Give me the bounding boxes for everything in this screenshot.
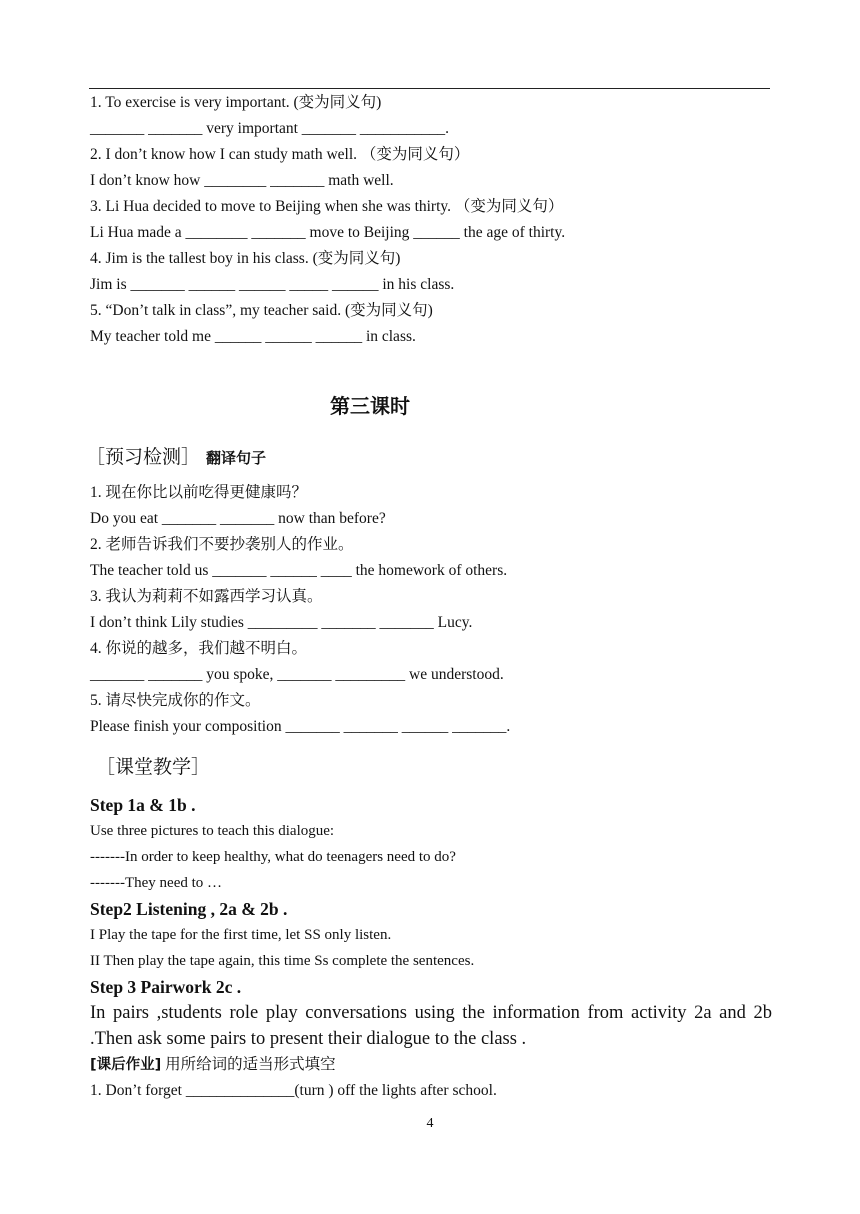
preview-line: 1. 现在你比以前吃得更健康吗？ — [90, 484, 308, 501]
lesson-title: 第三课时 — [330, 394, 410, 418]
preview-line: The teacher told us _______ ______ ____ the homework of others. — [90, 562, 508, 579]
preview-line: Please finish your composition _______ _______ ______ _______. — [90, 718, 511, 735]
exercise-line: 2. I don’t know how I can study math well. （变为同义句） — [90, 146, 470, 163]
step2-line: I Play the tape for the first time, let SS only listen. — [90, 927, 392, 943]
homework-heading — [90, 1055, 336, 1075]
step3-text: In pairs ,students role play conversations using the information from activity 2a and 2b .Then ask some pairs to present their dialogue to the class . — [90, 1003, 772, 1049]
preview-line: 3. 我认为莉莉不如露西学习认真。 — [90, 588, 323, 605]
exercise-line: Li Hua made a ________ _______ move to Beijing ______ the age of thirty. — [90, 224, 566, 241]
exercise-line: Jim is _______ ______ ______ _____ ______ in his class. — [90, 276, 455, 293]
preview-title: ［预习检测］ — [86, 446, 201, 468]
exercise-line: 5. “Don’t talk in class”, my teacher said. (变为同义句) — [90, 302, 433, 319]
preview-line: 4. 你说的越多，我们越不明白。 — [90, 640, 308, 657]
preview-line: 5. 请尽快完成你的作文。 — [90, 692, 261, 709]
preview-line: Do you eat _______ _______ now than before? — [90, 510, 386, 527]
step3-title: Step 3 Pairwork 2c . — [90, 977, 242, 997]
preview-heading — [86, 442, 266, 469]
page-number: 4 — [426, 1116, 434, 1131]
step2-line: II Then play the tape again, this time Ss complete the sentences. — [90, 953, 475, 969]
exercise-line: 3. Li Hua decided to move to Beijing when she was thirty. （变为同义句） — [90, 198, 564, 215]
step1-line: -------They need to … — [90, 875, 223, 891]
homework-instruction: 用所给词的适当形式填空 — [165, 1056, 336, 1073]
step1-line: -------In order to keep healthy, what do teenagers need to do? — [90, 849, 456, 865]
exercise-line: 4. Jim is the tallest boy in his class. (变为同义句) — [90, 250, 401, 267]
exercise-line: 1. To exercise is very important. (变为同义句) — [90, 94, 382, 111]
step1-title: Step 1a & 1b . — [90, 795, 196, 815]
step2-title: Step2 Listening , 2a & 2b . — [90, 899, 288, 919]
preview-subtitle: 翻译句子 — [206, 449, 267, 467]
exercise-line: I don’t know how ________ _______ math well. — [90, 172, 394, 189]
preview-line: 2. 老师告诉我们不要抄袭别人的作业。 — [90, 536, 354, 553]
header-rule — [89, 88, 770, 89]
exercise-line: _______ _______ very important _______ ___________. — [90, 120, 450, 137]
homework-label: [课后作业] — [90, 1057, 162, 1073]
classroom-heading: ［课堂教学］ — [96, 756, 211, 778]
exercise-line: My teacher told me ______ ______ ______ in class. — [90, 328, 416, 345]
step1-line: Use three pictures to teach this dialogue: — [90, 823, 335, 839]
preview-line: _______ _______ you spoke, _______ _________ we understood. — [90, 666, 504, 683]
preview-line: I don’t think Lily studies _________ _______ _______ Lucy. — [90, 614, 473, 631]
homework-line: 1. Don’t forget ______________(turn ) off the lights after school. — [90, 1082, 497, 1099]
